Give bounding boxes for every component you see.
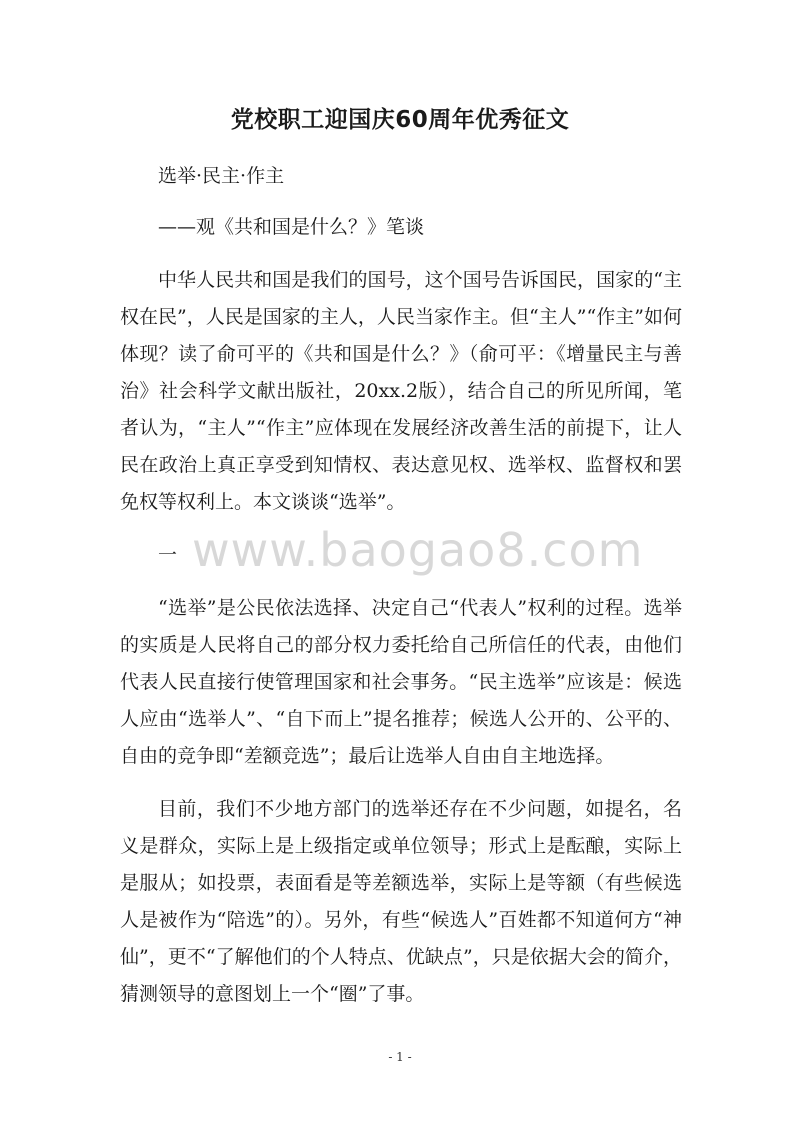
document-title: 党校职工迎国庆60周年优秀征文 <box>230 107 570 133</box>
watermark: www.baogao8.com <box>192 523 644 577</box>
paragraph-1: 中华人民共和国是我们的国号，这个国号告诉国民，国家的“主权在民”，人民是国家的主人，人民当家作主。但“主人”“作主”如何体现？读了俞可平的《共和国是什么？》（俞可平：《增量民主与善治》社会科学文献出版社，20xx.2版），结合自己的所见所闻，笔者认为，“主人”“作主”应体现在发展经济改善生活的前提下，让人民在政治上真正享受到知情权、表达意见权、选举权、监督权和罢免权等权利上。本文谈谈“选举”。 <box>120 269 682 513</box>
subtitle: 选举·民主·作主 <box>158 165 285 187</box>
section-heading-one: 一 <box>158 544 178 566</box>
paragraph-2: “选举”是公民依法选择、决定自己“代表人”权利的过程。选举的实质是人民将自己的部分权力委托给自己所信任的代表，由他们代表人民直接行使管理国家和社会事务。“民主选举”应该是：候选人应由“选举人”、“自下而上”提名推荐；候选人公开的、公平的、自由的竞争即“差额竞选”；最后让选举人自由自主地选择。 <box>120 597 682 767</box>
document-body <box>120 158 682 1013</box>
page-number: - 1 - <box>388 1050 412 1064</box>
paragraph-3: 目前，我们不少地方部门的选举还存在不少问题，如提名，名义是群众，实际上是上级指定或单位领导；形式上是酝酿，实际上是服从；如投票，表面看是等差额选举，实际上是等额（有些候选人是被作为“陪选”的）。另外，有些“候选人”百姓都不知道何方“神仙”，更不“了解他们的个人特点、优缺点”，只是依据大会的简介，猜测领导的意图划上一个“圈”了事。 <box>120 798 682 1005</box>
byline: ——观《共和国是什么？》笔谈 <box>158 216 425 238</box>
